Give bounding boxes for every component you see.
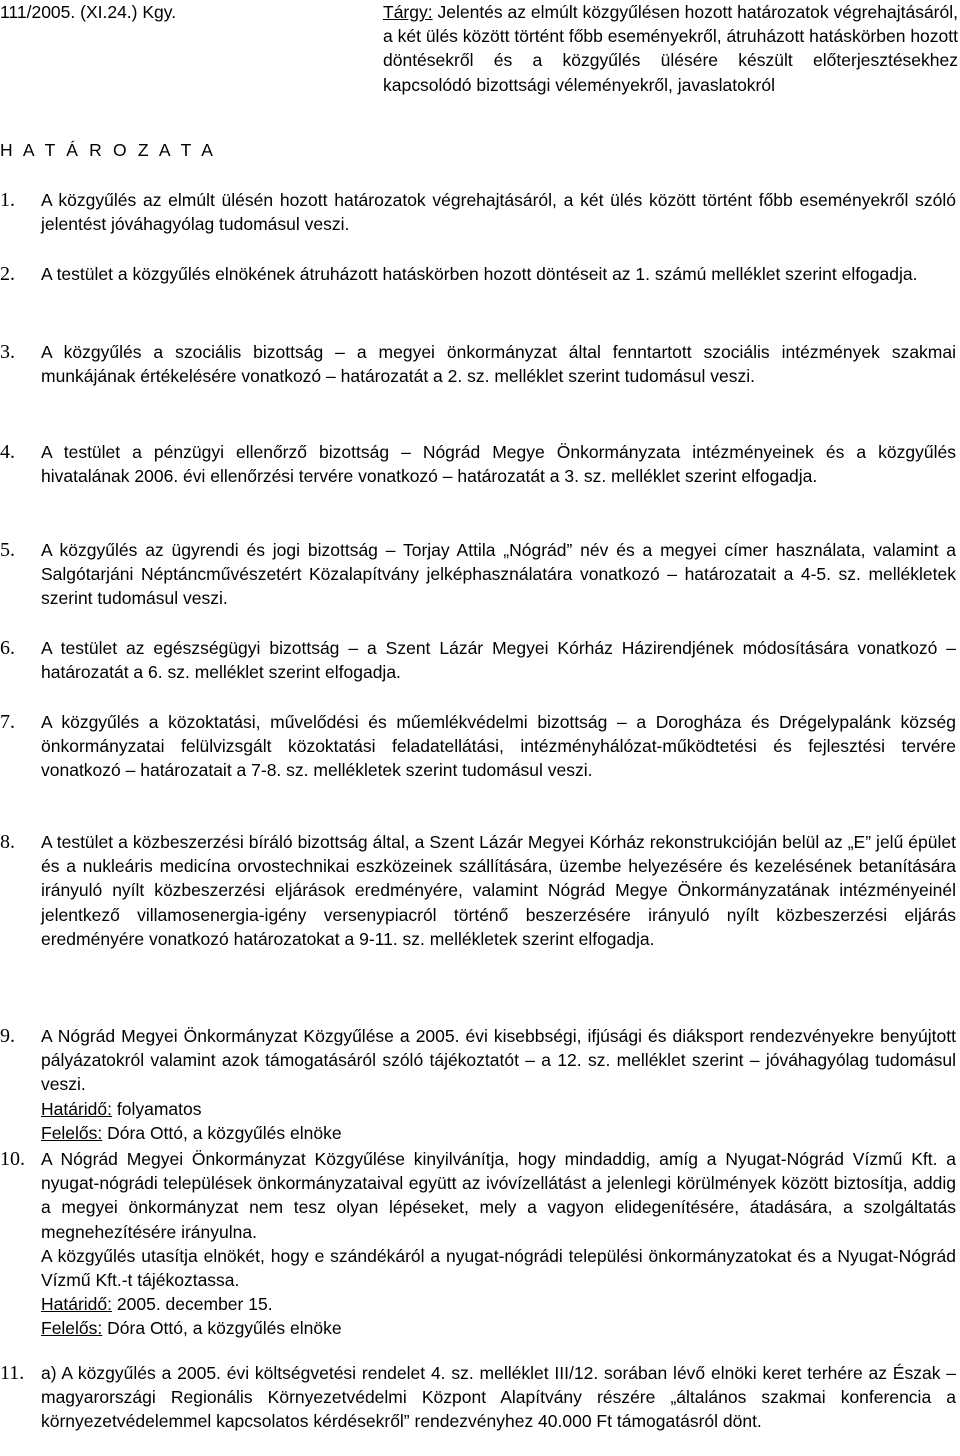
item-number: 9. <box>0 1025 15 1047</box>
item-number: 11. <box>0 1362 25 1384</box>
resolution-item-11 <box>0 1361 956 1434</box>
item-text: A Nógrád Megyei Önkormányzat Közgyűlése a 2005. évi kisebbségi, ifjúsági és diáksport rendezvényekre benyújtott pályázatokról valamint azok támogatásáról szóló tájékoztatót – a 12. sz. melléklet szerint – jóváhagyólag tudomásul veszi. <box>41 1026 956 1095</box>
resolution-item-2 <box>0 262 956 286</box>
resolution-item-4 <box>0 440 956 488</box>
item-text: A közgyűlés a szociális bizottság – a megyei önkormányzat által fenntartott szociális intézmények szakmai munkájának értékelésére vonatkozó – határozatát a 2. sz. melléklet szerint tudomásul veszi. <box>41 342 956 387</box>
deadline-label: Határidő: <box>41 1294 113 1315</box>
resolution-item-8 <box>0 830 956 951</box>
subject-block <box>383 0 958 97</box>
item-text: A Nógrád Megyei Önkormányzat Közgyűlése kinyilvánítja, hogy mindaddig, amíg a Nyugat-Nógrád Vízmű Kft. a nyugat-nógrádi települések önkormányzataival együtt az ivóvízellátást a jelenlegi körülmények között biztosítja, addig a megyei önkormányzat nem tesz olyan lépéseket, mely a vagyon elidegenítésére, átadására, a szolgáltatás megnehezítésére irányulna. <box>41 1149 956 1242</box>
responsible-line <box>41 1121 956 1145</box>
resolution-item-10 <box>0 1147 956 1341</box>
resolution-item-7 <box>0 710 956 783</box>
resolution-item-9 <box>0 1024 956 1145</box>
item-text: A közgyűlés a közoktatási, művelődési és műemlékvédelmi bizottság – a Dorogháza és Drégelypalánk község önkormányzatai felülvizsgált közoktatási feladatellátási, intézményhálózat-működtetési és fejlesztési tervére vonatkozó – határozatait a 7-8. sz. mellékletek szerint tudomásul veszi. <box>41 712 956 781</box>
subject-text: Jelentés az elmúlt közgyűlésen hozott határozatok végrehajtásáról, a két ülés között történt főbb eseményekről, átruházott hatáskörben hozott döntésekről és a közgyűlés ülésére készült előterjesztésekhez kapcsolódó bizottsági véleményekről, javaslatokról <box>383 2 958 95</box>
responsible-label: Felelős: <box>41 1318 103 1339</box>
responsible-value: Dóra Ottó, a közgyűlés elnöke <box>107 1318 342 1339</box>
item-text: A közgyűlés az elmúlt ülésén hozott határozatok végrehajtásáról, a két ülés között történt főbb eseményekről szóló jelentést jóváhagyólag tudomásul veszi. <box>41 190 956 235</box>
item-number: 7. <box>0 711 15 733</box>
item-text: A közgyűlés az ügyrendi és jogi bizottság – Torjay Attila „Nógrád” név és a megyei címer használata, valamint a Salgótarjáni Néptáncművészetért Közalapítvány jelképhasználatára vonatkozó – határozatait a 4-5. sz. mellékletek szerint tudomásul veszi. <box>41 540 956 609</box>
deadline-value: 2005. december 15. <box>116 1294 273 1315</box>
deadline-value: folyamatos <box>116 1098 202 1119</box>
subject-label: Tárgy: <box>383 2 433 22</box>
item-number: 6. <box>0 637 15 659</box>
item-number: 10. <box>0 1148 25 1170</box>
resolution-item-1 <box>0 188 956 236</box>
resolution-item-6 <box>0 636 956 684</box>
resolution-item-5 <box>0 538 956 611</box>
item-text: A testület a pénzügyi ellenőrző bizottság – Nógrád Megye Önkormányzata intézményeinek és a közgyűlés hivatalának 2006. évi ellenőrzési tervére vonatkozó – határozatát a 3. sz. melléklet szerint elfogadja. <box>41 442 956 487</box>
item-number: 2. <box>0 263 15 285</box>
item-text: A testület a közbeszerzési bíráló bizottság által, a Szent Lázár Megyei Kórház rekonstrukcióján belül az „E” jelű épület és a nukleáris medicína orvostechnikai eszközeinek szállítására, üzembe helyezésére és kezelésének betanítására irányuló nyílt közbeszerzési eljárások eredményére, valamint Nógrád Megye Önkormányzatának intézményeinél jelentkező villamosenergia-igény versenypiacról történő beszerzésére irányuló nyílt közbeszerzési eljárás eredményére vonatkozó határozatokat a 9-11. sz. mellékletek szerint elfogadja. <box>41 832 956 949</box>
responsible-value: Dóra Ottó, a közgyűlés elnöke <box>107 1122 342 1143</box>
resolution-heading: H A T Á R O Z A T A <box>0 140 217 160</box>
item-number: 8. <box>0 831 15 853</box>
item-text: A testület az egészségügyi bizottság – a Szent Lázár Megyei Kórház Házirendjének módosítására vonatkozó – határozatát a 6. sz. melléklet szerint elfogadja. <box>41 638 956 683</box>
item-number: 3. <box>0 341 15 363</box>
item-text-2: A közgyűlés utasítja elnökét, hogy e szándékáról a nyugat-nógrádi települési önkormányzatokat és a Nyugat-Nógrád Vízmű Kft.-t tájékoztassa. <box>41 1245 956 1291</box>
resolution-item-3 <box>0 340 956 388</box>
deadline-line <box>41 1097 956 1121</box>
item-text: A testület a közgyűlés elnökének átruházott hatáskörben hozott döntéseit az 1. számú melléklet szerint elfogadja. <box>41 264 918 284</box>
responsible-label: Felelős: <box>41 1122 103 1143</box>
document-number: 111/2005. (XI.24.) Kgy. <box>0 2 177 22</box>
responsible-line <box>41 1316 956 1340</box>
item-number: 4. <box>0 441 15 463</box>
deadline-label: Határidő: <box>41 1098 113 1119</box>
item-text: a) A közgyűlés a 2005. évi költségvetési rendelet 4. sz. melléklet III/12. sorában lévő elnöki keret terhére az Észak – magyarországi Regionális Környezetvédelmi Központ Alapítvány részére „általános szakmai konferencia a környezetvédelemmel kapcsolatos kérdésekről” rendezvényhez 40.000 Ft támogatásról dönt. <box>41 1363 956 1432</box>
deadline-line <box>41 1292 956 1316</box>
item-number: 1. <box>0 189 15 211</box>
item-number: 5. <box>0 539 15 561</box>
